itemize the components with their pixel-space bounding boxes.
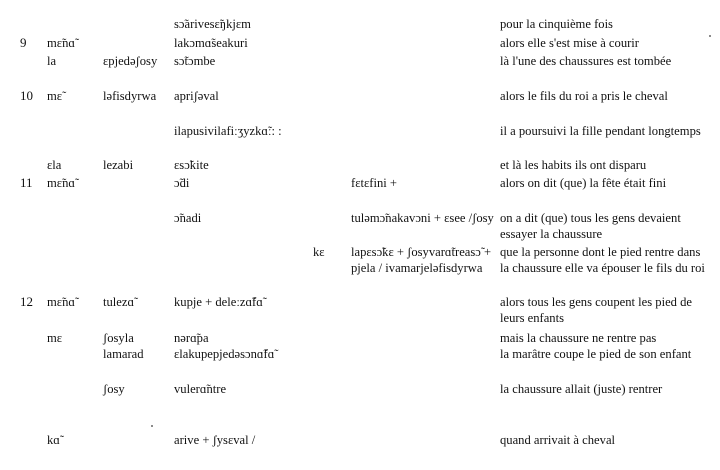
subject-cell: tulezɑ̃ [103, 295, 135, 309]
line-number: 10 [20, 88, 33, 103]
line-number: 12 [20, 294, 33, 309]
phonetic-cell: ɛsɔ̃kite [174, 158, 209, 172]
translation-cell: mais la chaussure ne rentre pas [500, 331, 657, 345]
translation-cell: quand arrivait à cheval [500, 433, 616, 447]
conjunction-cell: la [47, 54, 57, 68]
subject-cell: ɛpjedəʃosy [103, 54, 158, 68]
phonetic-cell: sɔ̃arivesɛ̃ŋkjɛm [174, 17, 251, 31]
translation-cell: alors elle s'est mise à courir [500, 36, 640, 50]
line-number: 9 [20, 35, 27, 50]
translation-cell: là l'une des chaussures est tombée [500, 54, 672, 68]
complement-cell: fɛtɛfini + [351, 176, 398, 190]
phonetic-cell: sɔ̃tɔmbe [174, 54, 216, 68]
phonetic-cell: ilapusivilafiːʒyzkɑ̃ː: : [174, 124, 282, 138]
complement-cell: lapɛsɔ̃kɛ + ʃosyvarɑ̃treasɔ̃ + pjela / ivamarjeləfisdyrwa [351, 245, 492, 275]
phonetic-cell: apriʃəval [174, 89, 219, 103]
conjunction-cell: mɛ̃nɑ̃ [47, 295, 75, 309]
relative-cell: kɛ [313, 245, 325, 259]
translation-cell: pour la cinquième fois [500, 17, 613, 31]
translation-cell: alors tous les gens coupent les pied de leurs enfants [500, 295, 693, 325]
subject-cell: lamarad [103, 347, 144, 361]
translation-cell: et là les habits ils ont disparu [500, 158, 647, 172]
phonetic-cell: vulerɑ̃ntre [174, 382, 227, 396]
subject-cell: ʃosy [103, 382, 125, 396]
phonetic-cell: kupje + deleːzɑ̃fɑ̃ [174, 295, 263, 309]
subject-cell: lezabi [103, 158, 134, 172]
phonetic-cell: ɛlakupepjedəsɔnɑ̃fɑ̃ [174, 347, 275, 361]
scan-speck [151, 425, 153, 427]
conjunction-cell: mɛ̃ [47, 89, 63, 103]
phonetic-cell: ɔ̃nadi [174, 211, 202, 225]
translation-cell: alors on dit (que) la fête était fini [500, 176, 667, 190]
translation-cell: la chaussure allait (juste) rentrer [500, 382, 663, 396]
subject-cell: ʃosyla [103, 331, 134, 345]
translation-cell: on a dit (que) tous les gens devaient essayer la chaussure [500, 211, 681, 241]
translation-cell: que la personne dont le pied rentre dans la chaussure elle va épouser le fils du roi [500, 245, 705, 275]
translation-cell: la marâtre coupe le pied de son enfant [500, 347, 692, 361]
conjunction-cell: kɑ̃ [47, 433, 60, 447]
phonetic-cell: lakɔmɑ̃seakuri [174, 36, 248, 50]
phonetic-cell: arive + ʃysɛval / [174, 433, 256, 447]
line-number: 11 [20, 175, 33, 190]
scan-speck [709, 35, 711, 37]
translation-cell: il a poursuivi la fille pendant longtemps [500, 124, 701, 138]
translation-cell: alors le fils du roi a pris le cheval [500, 89, 668, 103]
subject-cell: ləfisdyrwa [103, 89, 157, 103]
phonetic-cell: nərɑ̃pa [174, 331, 209, 345]
phonetic-cell: ɔ̃di [174, 176, 190, 190]
conjunction-cell: mɛ̃nɑ̃ [47, 36, 75, 50]
conjunction-cell: mɛ [47, 331, 63, 345]
conjunction-cell: ɛla [47, 158, 62, 172]
conjunction-cell: mɛ̃nɑ̃ [47, 176, 75, 190]
complement-cell: tuləmɔ̃nakavɔni + ɛsee /ʃosy [351, 211, 494, 225]
